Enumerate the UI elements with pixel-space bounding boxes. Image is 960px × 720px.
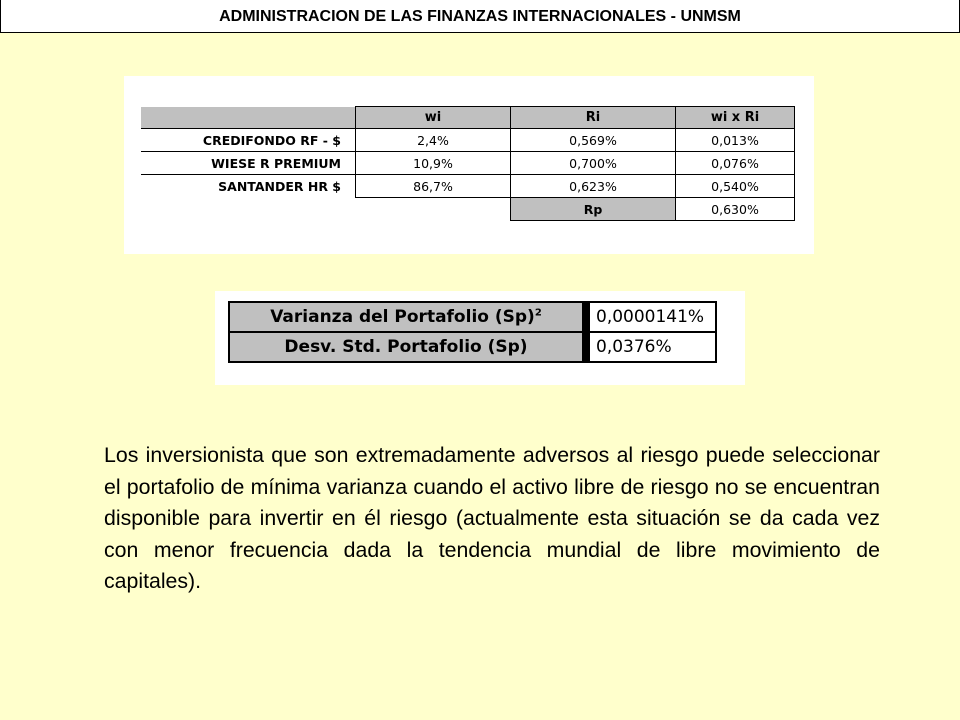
table-row	[141, 129, 795, 152]
stats-table	[228, 301, 717, 363]
fund-name: SANTANDER HR $	[141, 175, 356, 198]
stddev-row	[229, 332, 716, 362]
slide-header	[0, 0, 960, 33]
stats-table-image	[215, 291, 745, 385]
body-paragraph: Los inversionista que son extremadamente adversos al riesgo puede seleccionar el portafolio de mínima varianza cuando el activo libre de riesgo no se encuentran disponible para invertir en él riesgo (actualmente esta situación se da cada vez con menor frecuencia dada la tendencia mundial de libre movimiento de capitales).	[104, 443, 880, 593]
header-blank-cell	[141, 107, 356, 129]
variance-label: Varianza del Portafolio $(Sp)^2$	[229, 302, 583, 332]
table-row	[141, 152, 795, 175]
table-total-row	[141, 198, 795, 221]
fund-weight: 10,9%	[356, 152, 511, 175]
variance-row	[229, 302, 716, 332]
fund-name: CREDIFONDO RF - $	[141, 129, 356, 152]
fund-weighted-return: 0,540%	[676, 175, 795, 198]
portfolio-table	[141, 106, 795, 221]
fund-return: 0,623%	[511, 175, 676, 198]
header-title: ADMINISTRACION DE LAS FINANZAS INTERNACIONALES - UNMSM	[219, 8, 741, 25]
total-blank-cell	[356, 198, 511, 221]
col-header-wiri: wi x Ri	[676, 107, 795, 129]
total-blank-cell	[141, 198, 356, 221]
table-header-row	[141, 107, 795, 129]
fund-weight: 86,7%	[356, 175, 511, 198]
portfolio-table-image	[124, 76, 814, 254]
fund-weighted-return: 0,013%	[676, 129, 795, 152]
total-label: Rp	[511, 198, 676, 221]
total-value: 0,630%	[676, 198, 795, 221]
fund-return: 0,700%	[511, 152, 676, 175]
variance-value: 0,0000141%	[589, 302, 716, 332]
fund-weighted-return: 0,076%	[676, 152, 795, 175]
stddev-label: Desv. Std. Portafolio (Sp)	[229, 332, 583, 362]
stddev-value: 0,0376%	[589, 332, 716, 362]
col-header-ri: Ri	[511, 107, 676, 129]
fund-weight: 2,4%	[356, 129, 511, 152]
fund-return: 0,569%	[511, 129, 676, 152]
col-header-wi: wi	[356, 107, 511, 129]
variance-superscript: 2	[534, 307, 542, 319]
table-row	[141, 175, 795, 198]
fund-name: WIESE R PREMIUM	[141, 152, 356, 175]
